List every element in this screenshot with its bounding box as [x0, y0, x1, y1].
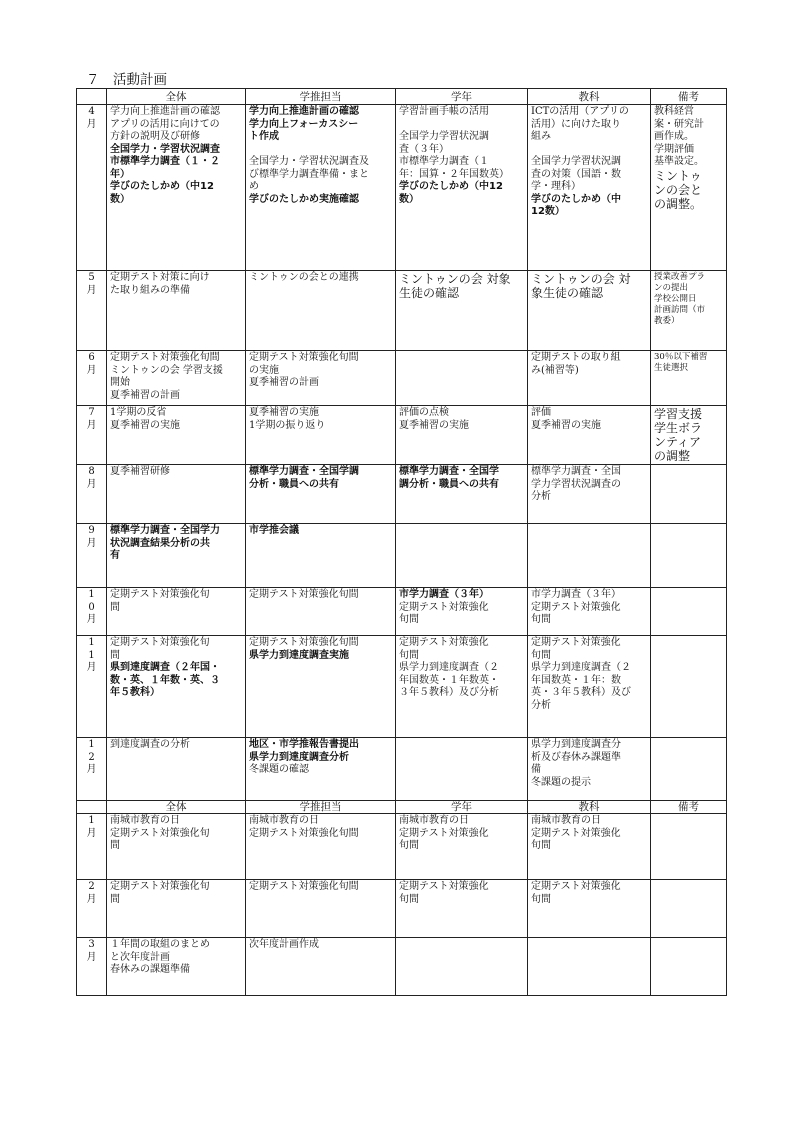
activity-plan-table	[76, 88, 727, 996]
month-label	[77, 588, 107, 636]
cell-line: 学びのたしかめ（中12	[399, 181, 503, 192]
cell-grade	[396, 465, 528, 524]
cell-line: 方針の説明及び研修	[110, 131, 200, 142]
cell-line: ト作成	[249, 131, 279, 142]
cell-line: 定期テスト対策強化旬	[110, 589, 210, 600]
activity-plan-body	[77, 89, 727, 996]
header-grade: 学年	[396, 89, 528, 105]
cell-line: 授業改善プラ	[654, 272, 706, 282]
cell-grade	[396, 271, 528, 351]
cell-notes	[651, 271, 727, 351]
header-notes: 備考	[651, 801, 727, 814]
cell-line: 県学力到達度調査分析	[249, 751, 349, 763]
month-label-text: 9月	[86, 525, 97, 549]
cell-line: 旬間	[399, 649, 419, 661]
cell-line: 全国学力学習状況調	[399, 131, 489, 142]
month-label	[77, 524, 107, 588]
cell-notes	[651, 636, 727, 738]
month-row	[77, 814, 727, 880]
month-row	[77, 636, 727, 738]
cell-subject	[528, 814, 651, 880]
cell-grade	[396, 524, 528, 588]
cell-line: 冬課題の確認	[249, 764, 309, 775]
cell-grade	[396, 814, 528, 880]
cell-line: 間	[110, 649, 120, 661]
cell-grade	[396, 406, 528, 465]
cell-line: 旬間	[531, 893, 551, 905]
cell-notes	[651, 814, 727, 880]
cell-promo	[246, 880, 396, 938]
cell-line: 評価の点検	[399, 407, 449, 418]
cell-line: 年国数英・１年数英・	[399, 674, 499, 686]
month-label	[77, 406, 107, 465]
month-row	[77, 524, 727, 588]
cell-line: 夏季補習の計画	[110, 389, 180, 401]
cell-line: 評価	[531, 407, 551, 418]
cell-line: 学生ボラ	[654, 421, 703, 435]
cell-line: 旬間	[399, 893, 419, 905]
cell-line: 旬間	[399, 614, 419, 625]
cell-line: び標準学力調査準備・まと	[249, 168, 369, 180]
cell-line: 県到達度調査（２年国・	[110, 662, 220, 673]
cell-line: 年：国算・２年国数英）	[399, 168, 509, 180]
cell-notes	[651, 738, 727, 801]
cell-promo	[246, 524, 396, 588]
cell-line: 市学力調査（３年）	[531, 589, 621, 600]
cell-line: 定期テスト対策に向け	[110, 272, 210, 283]
cell-line: 年）	[110, 168, 130, 180]
cell-line: 定期テスト対策強化	[399, 881, 489, 892]
cell-line: 1学期の振り返り	[249, 419, 326, 431]
month-row	[77, 588, 727, 636]
cell-line: 定期テスト対策強化	[531, 637, 621, 648]
cell-line: 数）	[399, 193, 419, 205]
cell-notes	[651, 880, 727, 938]
cell-line: 年国数英・１年：数	[531, 674, 621, 686]
cell-line: 学びのたしかめ（中12	[110, 181, 214, 192]
cell-line: 活用）に向けた取り	[531, 118, 621, 130]
cell-line: 旬間	[531, 649, 551, 661]
cell-subject	[528, 406, 651, 465]
cell-line: 学力学習状況調査の	[531, 478, 621, 490]
cell-line: 標準学力調査・全国	[531, 466, 621, 477]
cell-subject	[528, 105, 651, 271]
header-subject: 教科	[528, 801, 651, 814]
cell-line: 析及び春休み課題準	[531, 751, 621, 763]
cell-line: 組み	[531, 131, 551, 142]
month-row	[77, 465, 727, 524]
cell-line: み(補習等)	[531, 364, 579, 376]
cell-line: 定期テスト対策強化旬	[110, 881, 210, 892]
cell-line: 標準学力調査・全国学	[399, 466, 499, 477]
cell-line: 30％以下補習	[654, 352, 708, 362]
month-label	[77, 880, 107, 938]
month-label-text: 1月	[86, 815, 97, 839]
cell-line: 旬間	[399, 840, 419, 851]
cell-line: た取り組みの準備	[110, 284, 190, 296]
cell-subject	[528, 938, 651, 996]
cell-promo	[246, 351, 396, 406]
cell-line: 画作成。	[654, 131, 694, 142]
month-label	[77, 938, 107, 996]
cell-line: 定期テスト対策強化旬間	[249, 352, 359, 363]
cell-promo	[246, 271, 396, 351]
cell-line: 夏季補習研修	[110, 466, 170, 477]
cell-subject	[528, 465, 651, 524]
cell-line: 冬課題の提示	[531, 776, 591, 788]
month-label-text: 3月	[86, 939, 97, 963]
page-title: ７ 活動計画	[86, 72, 167, 88]
header-month	[77, 89, 107, 105]
month-label	[77, 636, 107, 738]
cell-line: 夏季補習の実施	[249, 407, 319, 418]
cell-line: 間	[110, 840, 120, 851]
cell-promo	[246, 814, 396, 880]
cell-line: 全国学力・学習状況調査及	[249, 156, 369, 167]
cell-line: 旬間	[531, 840, 551, 851]
cell-line: の実施	[249, 364, 279, 376]
month-label	[77, 465, 107, 524]
cell-line: 到達度調査の分析	[110, 739, 190, 750]
cell-line: 間	[110, 893, 120, 905]
cell-notes	[651, 588, 727, 636]
cell-line: 有	[110, 550, 120, 561]
cell-line: 夏季補習の計画	[249, 377, 319, 388]
month-label	[77, 351, 107, 406]
month-label-text: 5月	[86, 272, 97, 296]
cell-line: 全国学力・学習状況調査	[110, 143, 220, 155]
month-row	[77, 105, 727, 271]
cell-line: 春休みの課題準備	[110, 964, 190, 975]
cell-line: ミントゥ	[654, 168, 702, 183]
cell-line: 12数）	[531, 206, 565, 217]
cell-all	[107, 880, 246, 938]
cell-line: ICTの活用（アプリの	[531, 106, 629, 117]
cell-line: ミントゥンの会 対象	[399, 272, 511, 286]
cell-line: 分析	[531, 491, 551, 502]
cell-line: 定期テスト対策強化旬間	[249, 881, 359, 892]
cell-line: 地区・市学推報告書提出	[249, 739, 359, 750]
cell-promo	[246, 938, 396, 996]
cell-line: 生徒の確認	[399, 286, 460, 300]
cell-line: 計画訪問（市	[654, 305, 706, 315]
cell-all	[107, 524, 246, 588]
cell-line: ミントゥンの会 対	[531, 272, 631, 286]
cell-line: 南城市教育の日	[249, 815, 319, 826]
cell-all	[107, 588, 246, 636]
cell-line: 旬間	[531, 614, 551, 625]
header-row	[77, 89, 727, 105]
cell-notes	[651, 105, 727, 271]
cell-line: 案・研究計	[654, 118, 704, 130]
cell-line: 1学期の反省	[110, 407, 167, 418]
month-label	[77, 105, 107, 271]
cell-line: 市学力調査（３年）	[399, 589, 489, 600]
cell-grade	[396, 105, 528, 271]
month-row	[77, 271, 727, 351]
cell-line: 生徒選択	[654, 363, 689, 373]
month-label-text: 6月	[86, 352, 97, 376]
cell-line: 年５教科）	[110, 687, 160, 698]
cell-line: 夏季補習の実施	[110, 419, 180, 431]
header-promo: 学推担当	[246, 801, 396, 814]
cell-subject	[528, 271, 651, 351]
cell-line: ３年５教科）及び分析	[399, 687, 499, 698]
cell-line: 市標準学力調査（１・２	[110, 156, 220, 167]
cell-promo	[246, 588, 396, 636]
cell-notes	[651, 938, 727, 996]
cell-all	[107, 738, 246, 801]
cell-line: 夏季補習の実施	[531, 419, 601, 431]
cell-line: 県学力到達度調査（２	[399, 662, 499, 673]
cell-line: 学力向上推進計画の確認	[249, 106, 359, 117]
cell-line: ンの会と	[654, 182, 703, 197]
cell-line: 教委）	[654, 316, 680, 326]
cell-line: 数・英、１年数・英、３	[110, 674, 220, 686]
cell-line: の調整。	[654, 196, 703, 211]
cell-line: 定期テスト対策強化旬	[110, 637, 210, 648]
cell-notes	[651, 406, 727, 465]
month-label	[77, 271, 107, 351]
cell-subject	[528, 351, 651, 406]
month-row	[77, 938, 727, 996]
cell-line: 南城市教育の日	[110, 815, 180, 826]
cell-line: 定期テスト対策強化旬間	[249, 827, 359, 839]
cell-line: 学習支援	[654, 407, 703, 421]
cell-line: 英・３年５教科）及び	[531, 687, 631, 698]
cell-notes	[651, 465, 727, 524]
cell-line: と次年度計画	[110, 951, 170, 963]
cell-line: 定期テスト対策強化	[531, 827, 621, 839]
cell-line: 教科経営	[654, 106, 694, 117]
cell-line: 備	[531, 764, 541, 775]
cell-all	[107, 814, 246, 880]
cell-subject	[528, 880, 651, 938]
cell-line: 県学力到達度調査分	[531, 739, 621, 750]
cell-all	[107, 406, 246, 465]
cell-line: 市標準学力調査（１	[399, 156, 489, 167]
cell-line: 県学力到達度調査実施	[249, 649, 349, 661]
cell-line: 基準設定。	[654, 156, 704, 167]
month-row	[77, 406, 727, 465]
month-label	[77, 814, 107, 880]
cell-line	[249, 144, 392, 157]
cell-line: 学びのたしかめ（中	[531, 193, 621, 205]
cell-line: 定期テスト対策強化	[399, 637, 489, 648]
cell-line: 南城市教育の日	[531, 815, 601, 826]
cell-line: 間	[110, 601, 120, 613]
cell-promo	[246, 465, 396, 524]
month-label-text: 8月	[86, 466, 97, 490]
header-notes: 備考	[651, 89, 727, 105]
month-row	[77, 738, 727, 801]
month-label-text: 2月	[86, 881, 97, 905]
cell-all	[107, 938, 246, 996]
cell-all	[107, 351, 246, 406]
cell-line: ンティア	[654, 435, 702, 449]
month-row	[77, 351, 727, 406]
cell-line: 定期テスト対策強化旬	[110, 827, 210, 839]
cell-line: の調整	[654, 449, 691, 463]
cell-subject	[528, 588, 651, 636]
cell-line: 標準学力調査・全国学力	[110, 525, 220, 536]
cell-subject	[528, 738, 651, 801]
header-row	[77, 801, 727, 814]
cell-line: 開始	[110, 377, 130, 388]
cell-line: 学期評価	[654, 143, 694, 155]
cell-line: 学・理科）	[531, 181, 581, 192]
cell-notes	[651, 524, 727, 588]
month-label	[77, 738, 107, 801]
cell-grade	[396, 588, 528, 636]
cell-all	[107, 271, 246, 351]
cell-line: 学びのたしかめ実施確認	[249, 193, 359, 205]
cell-line: 学校公開日	[654, 294, 697, 304]
cell-line: 学力向上フォーカスシー	[249, 118, 359, 130]
cell-subject	[528, 636, 651, 738]
cell-line	[531, 144, 647, 157]
cell-line: 学力向上推進計画の確認	[110, 106, 220, 117]
month-label-text: 4月	[86, 106, 97, 130]
cell-line: 査（３年）	[399, 143, 449, 155]
cell-all	[107, 105, 246, 271]
cell-notes	[651, 351, 727, 406]
cell-grade	[396, 738, 528, 801]
cell-all	[107, 465, 246, 524]
cell-line: 査の対策（国語・数	[531, 168, 621, 180]
month-label-text: 7月	[86, 407, 97, 431]
cell-line: 全国学力学習状況調	[531, 156, 621, 167]
cell-line: ミントゥンの会 学習支援	[110, 364, 223, 376]
cell-line: 定期テスト対策強化	[399, 601, 489, 613]
cell-line: ミントゥンの会との連携	[249, 272, 359, 283]
header-all: 全体	[107, 89, 246, 105]
cell-subject	[528, 524, 651, 588]
month-label-text: 11月	[86, 637, 97, 673]
month-label-text: 10月	[86, 589, 97, 625]
cell-line: 定期テスト対策強化	[399, 827, 489, 839]
cell-line: 県学力到達度調査（２	[531, 662, 631, 673]
cell-promo	[246, 406, 396, 465]
cell-line: 分析	[531, 699, 551, 711]
cell-line: 学習計画手帳の活用	[399, 106, 489, 117]
cell-line: 定期テスト対策強化旬間	[249, 589, 359, 600]
month-label-text: 12月	[86, 739, 97, 775]
cell-line: 夏季補習の実施	[399, 419, 469, 431]
cell-line: アプリの活用に向けての	[110, 118, 220, 130]
cell-line: 調分析・職員への共有	[399, 478, 499, 490]
header-promo: 学推担当	[246, 89, 396, 105]
cell-promo	[246, 738, 396, 801]
cell-line: め	[249, 181, 259, 192]
cell-line: 象生徒の確認	[531, 286, 604, 300]
cell-grade	[396, 636, 528, 738]
month-row	[77, 880, 727, 938]
cell-all	[107, 636, 246, 738]
cell-line: 次年度計画作成	[249, 939, 319, 950]
cell-line: 市学推会議	[249, 525, 299, 536]
cell-line: 分析・職員への共有	[249, 478, 339, 490]
header-subject: 教科	[528, 89, 651, 105]
cell-line: 南城市教育の日	[399, 815, 469, 826]
cell-line: 定期テスト対策強化旬間	[110, 352, 220, 363]
cell-line: 数）	[110, 193, 130, 205]
cell-line: ンの提出	[654, 283, 689, 293]
cell-line: 定期テストの取り組	[531, 352, 621, 363]
header-all: 全体	[107, 801, 246, 814]
cell-line: １年間の取組のまとめ	[110, 939, 210, 950]
cell-line: 定期テスト対策強化旬間	[249, 637, 359, 648]
cell-grade	[396, 880, 528, 938]
cell-line: 状況調査結果分析の共	[110, 537, 210, 549]
cell-grade	[396, 938, 528, 996]
cell-line: 標準学力調査・全国学調	[249, 466, 359, 477]
cell-line: 定期テスト対策強化	[531, 881, 621, 892]
header-grade: 学年	[396, 801, 528, 814]
cell-promo	[246, 105, 396, 271]
cell-grade	[396, 351, 528, 406]
cell-line	[399, 119, 524, 132]
cell-line: 定期テスト対策強化	[531, 601, 621, 613]
cell-promo	[246, 636, 396, 738]
header-month	[77, 801, 107, 814]
